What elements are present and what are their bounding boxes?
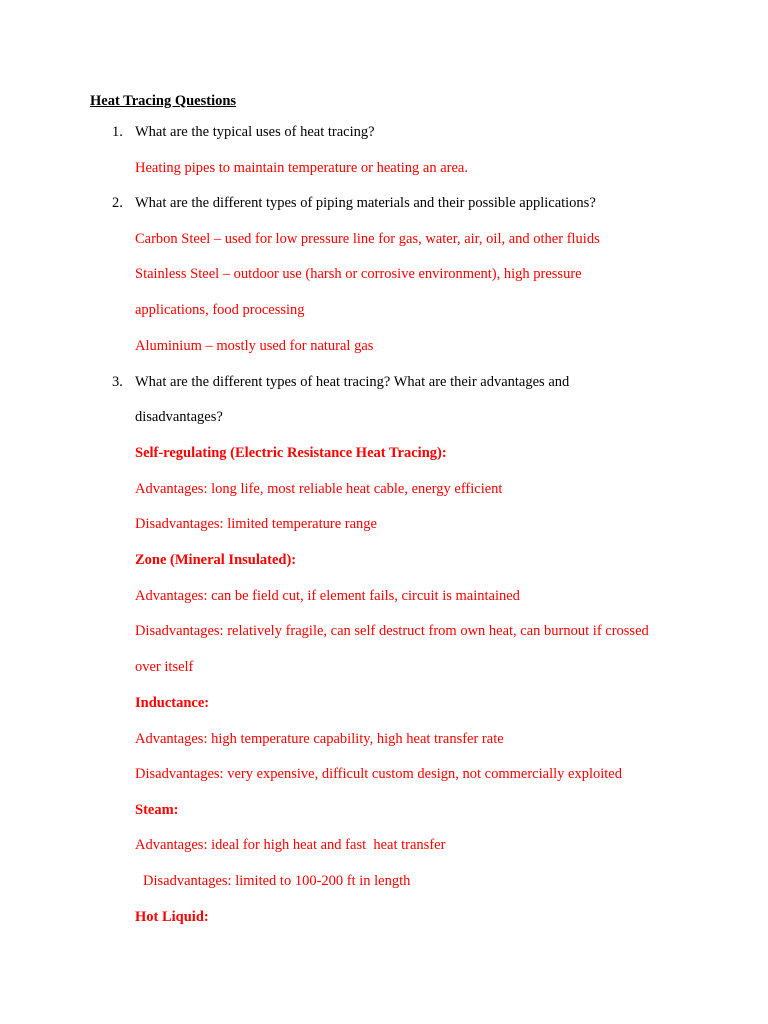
answer-stainless-steel: Stainless Steel – outdoor use (harsh or corrosive environment), high pressure	[135, 266, 582, 282]
question-1-answer: Heating pipes to maintain temperature or heating an area.	[135, 160, 468, 176]
document-title: Heat Tracing Questions	[90, 93, 237, 109]
zone-disadvantages: Disadvantages: relatively fragile, can self destruct from own heat, can burnout if crossed	[135, 623, 649, 639]
question-3-text: What are the different types of heat tracing? What are their advantages and	[135, 374, 570, 390]
question-1-number: 1.	[112, 124, 123, 140]
inductance-disadvantages: Disadvantages: very expensive, difficult custom design, not commercially exploited	[135, 766, 622, 782]
answer-carbon-steel: Carbon Steel – used for low pressure line for gas, water, air, oil, and other fluids	[135, 231, 600, 247]
question-3-text-continued: disadvantages?	[135, 409, 223, 425]
inductance-heading: Inductance:	[135, 695, 210, 711]
zone-advantages: Advantages: can be field cut, if element fails, circuit is maintained	[135, 588, 520, 604]
self-regulating-advantages: Advantages: long life, most reliable heat cable, energy efficient	[135, 481, 503, 497]
answer-stainless-steel-continued: applications, food processing	[135, 302, 305, 318]
steam-advantages: Advantages: ideal for high heat and fast heat transfer	[135, 837, 446, 853]
question-1-text: What are the typical uses of heat tracing?	[135, 124, 375, 140]
zone-disadvantages-continued: over itself	[135, 659, 194, 675]
self-regulating-disadvantages: Disadvantages: limited temperature range	[135, 516, 377, 532]
hot-liquid-heading: Hot Liquid:	[135, 909, 209, 925]
question-2-text: What are the different types of piping materials and their possible applications?	[135, 195, 596, 211]
steam-heading: Steam:	[135, 802, 179, 818]
zone-heading: Zone (Mineral Insulated):	[135, 552, 297, 568]
self-regulating-heading: Self-regulating (Electric Resistance Heat Tracing):	[135, 445, 447, 461]
question-3-number: 3.	[112, 374, 123, 390]
steam-disadvantages: Disadvantages: limited to 100-200 ft in length	[143, 873, 411, 889]
answer-aluminium: Aluminium – mostly used for natural gas	[135, 338, 374, 354]
inductance-advantages: Advantages: high temperature capability, high heat transfer rate	[135, 731, 504, 747]
question-2-number: 2.	[112, 195, 123, 211]
